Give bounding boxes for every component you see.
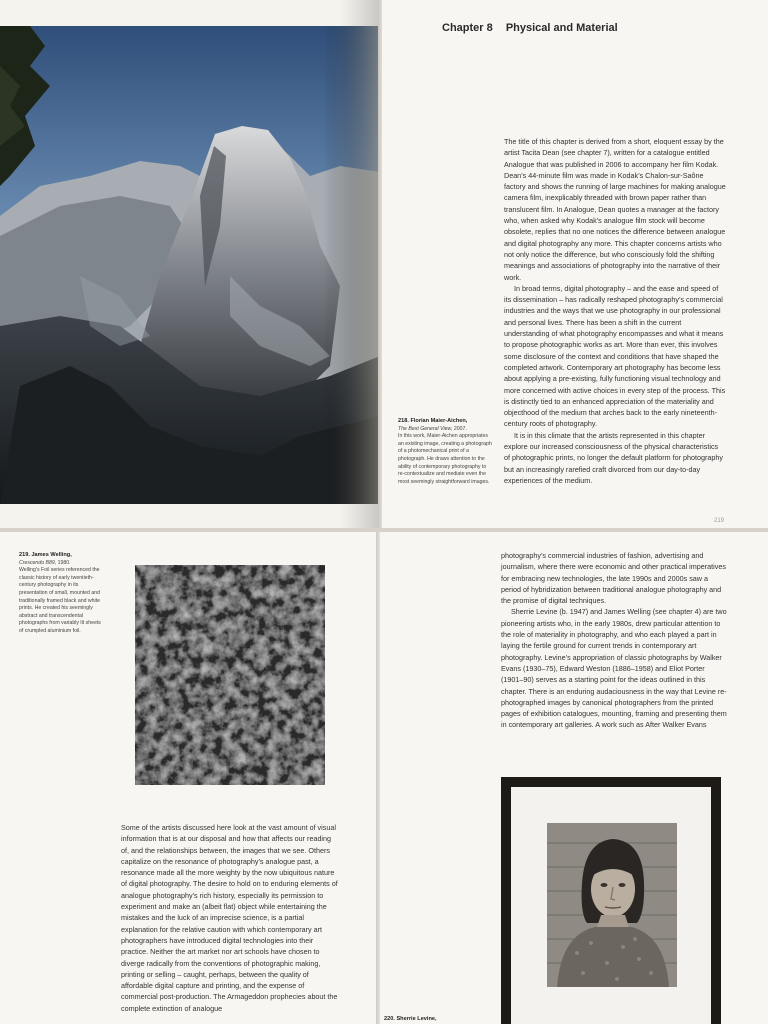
woman-portrait-image (547, 823, 677, 987)
photo-mat (511, 787, 711, 1024)
caption-year: 1980. (56, 559, 71, 566)
mountain-photograph (0, 26, 380, 504)
paragraph: Some of the artists discussed here look at the vast amount of visual information that is at our disposal and how that affects our reading of, and the relationships between, the images that we see. Others capitalize on the resonance of photography’s analogue past, a resonance made all the more weighty by the now ubiquitous nature of digital photography. The desire to hold on to enduring elements of analogue photography’s rich history, especially its permission to experiment and make an (albeit flat) object while entertaining the mistakes and the luck of an imprecise science, is a partial explanation for the relative caution with which contemporary art photographers have introduced digital technologies into their practice. Neither the art market nor art schools have chosen to diverge radically from the conventions of photographic making, printing or selling – caught, perhaps, between the quality of affordable digital capture and printing, and the expense of commercial post-production. The Armageddon prophecies about the complete extinction of analogue (121, 823, 338, 1013)
chapter-title: Physical and Material (505, 22, 618, 34)
page-curl-shadow (340, 0, 380, 528)
body-text-continued (501, 550, 727, 731)
figure-caption-220 (384, 1016, 484, 1024)
half-dome-image (0, 26, 380, 504)
right-page-top (382, 0, 768, 528)
caption-work: The Best General View, (398, 425, 453, 432)
left-page-top (0, 0, 380, 528)
caption-work: Crescendo B89, (19, 559, 57, 566)
paragraph: The title of this chapter is derived from a short, eloquent essay by the artist Tacita Dean (see chapter 7), written for a catalogue entitled Analogue that was published in 2006 to accompany her film Kodak. Dean’s 44-minute film was made in Kodak’s Chalon-sur-Saône factory and shows the running of large machines for making analogue camera film, inexplicably threaded with brown paper rather than translucent film. In Analogue, Dean quotes a manager at the factory who, when asked why Kodak’s analogue film stock will become obsolete, replies that no one notices the difference between analogue and digital photography any more. This chapter concerns artists who not only notice the difference, but who consciously fold the shifting meanings and associations of photography into the narrative of their work. (504, 137, 726, 282)
chapter-heading (442, 22, 618, 34)
caption-artist: 220. Sherrie Levine, (384, 1016, 437, 1022)
caption-text: Welling’s Foil series referenced the classic history of early twentieth-century photography in its presentation of small, mounted and traditionally framed black and white prints. He created his seemingly abstract and transcendental photographs from variably lit sheets of crumpled aluminium foil. (19, 567, 101, 634)
page-number: 219 (713, 518, 724, 524)
figure-caption-218 (398, 418, 494, 486)
paragraph: In broad terms, digital photography – and the ease and speed of its dissemination – has radically reshaped photography’s commercial industries and the ways that we use photography in our professional and personal lives. There has been a shift in the current understanding of what photography encompasses and what it means to propose photographic works as art. More than ever, this involves some disclosure of the context and conditions that have shaped the completed artwork. Contemporary art photography has become less about applying a pre-existing, fully functioning visual technology and more concerned with active choices in every step of the process. This is distinctly tied to an enhanced appreciation of the materiality and objecthood of the medium that arches back to the early nineteenth-century roots of photography. (504, 283, 726, 429)
paragraph: Sherrie Levine (b. 1947) and James Welling (see chapter 4) are two pioneering artists who, in the early 1980s, drew particular attention to the role of materiality in photography, and who each played a part in laying the fertile ground for current trends in contemporary art photography. Levine’s appropriation of classic photographs by Walker Evans (1930–75), Edward Weston (1886–1958) and Eliot Porter (1901–90) serves as a starting point for the ideas outlined in this chapter. There is an enduring audaciousness in the way that Levine re-photographed images by canonical photographers from the printed pages of exhibition catalogues, mounting, framing and presenting them in contemporary art galleries. A work such as After Walker Evans (501, 607, 727, 730)
left-page-bottom (0, 532, 378, 1024)
crumpled-foil-photograph (135, 565, 325, 785)
paragraph: photography’s commercial industries of fashion, advertising and journalism, where there were economic and other practical imperatives for embracing new technologies, the late 1990s and 2000s saw a period of hybridization between traditional analogue photography and the promise of digital techniques. (501, 551, 726, 606)
paragraph: It is in this climate that the artists represented in this chapter explore our increased consciousness of the physical characteristics of photographic prints, no longer the default platform for photography but an increasingly rarefied craft divorced from our day-to-day experiences of the medium. (504, 430, 723, 485)
framed-portrait-photograph (501, 777, 721, 1024)
body-text-continued (121, 822, 339, 1014)
foil-texture-image (135, 565, 325, 785)
figure-caption-219 (19, 552, 105, 636)
chapter-intro-text (504, 136, 726, 486)
caption-artist: 219. James Welling, (19, 552, 72, 558)
caption-year: 2007. (452, 425, 467, 432)
chapter-number: Chapter 8 (442, 22, 493, 34)
caption-text: In this work, Maier-Aichen appropriates an existing image, creating a photograph of a photomechanical print of a photograph. He draws attention to the ability of contemporary photography to re-contextualize and mediate even the most seemingly straightforward images. (398, 433, 492, 485)
portrait-image (547, 823, 677, 987)
right-page-bottom (380, 532, 768, 1024)
caption-artist: 218. Florian Maier-Aichen, (398, 418, 468, 424)
